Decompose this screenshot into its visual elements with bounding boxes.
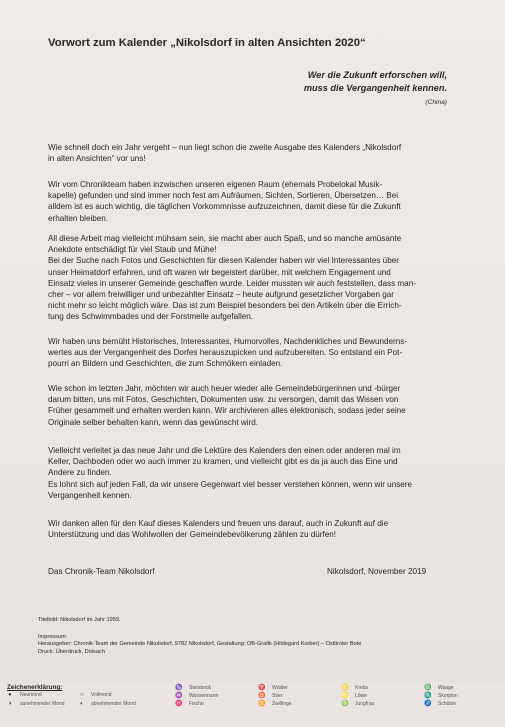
capricorn-icon: ♑ xyxy=(175,685,183,691)
pisces-icon: ♓ xyxy=(175,701,183,707)
legend-capricorn: Steinbock xyxy=(189,685,211,691)
impressum xyxy=(38,634,478,656)
epigraph-quote xyxy=(304,69,447,109)
legend-aquarius: Wassermann xyxy=(189,693,219,699)
legend-pisces: Fische xyxy=(189,701,204,707)
cover-caption: Titelbild: Nikolsdorf im Jahr 1959. xyxy=(38,617,121,623)
sagittarius-icon: ♐ xyxy=(424,701,432,707)
text-line: Wir haben uns bemüht Historisches, Interessantes, Humorvolles, Nachdenkliches und Bewunderns- xyxy=(48,337,408,346)
text-line: All diese Arbeit mag vielleicht mühsam sein, sie macht aber auch Spaß, und so manche amüsante xyxy=(48,234,402,243)
legend-aries: Widder xyxy=(272,685,288,691)
text-line: in alten Ansichten“ vor uns! xyxy=(48,154,146,164)
scorpio-icon: ♏ xyxy=(424,693,432,699)
text-line: erhalten bleiben. xyxy=(48,213,109,223)
waning-moon-icon: ◐ xyxy=(80,701,84,707)
gemini-icon: ♊ xyxy=(258,701,266,707)
full-moon-icon: ○ xyxy=(80,692,84,698)
legend-gemini: Zwillinge xyxy=(272,701,292,707)
waxing-moon-icon: ◑ xyxy=(8,701,12,707)
text-line: Es lohnt sich auf jeden Fall, da wir unsere Gegenwart viel besser verstehen können, wenn wir unsere xyxy=(48,479,413,489)
text-line: Vielleicht verleitet ja das neue Jahr und die Lektüre des Kalenders den einen oder anderen mal im xyxy=(48,446,401,455)
legend-new-moon: Neumond xyxy=(20,692,42,698)
legend-leo: Löwe xyxy=(355,693,367,699)
legend-scorpio: Skorpion xyxy=(438,693,458,699)
paragraph-2 xyxy=(48,179,456,224)
aries-icon: ♈ xyxy=(258,685,266,691)
text-line: Wie schnell doch ein Jahr vergeht – nun liegt schon die zweite Ausgabe des Kalenders „Nikolsdorf xyxy=(48,143,402,152)
text-line: Keller, Dachboden oder wo auch immer zu kramen, und vielleicht gibt es da ja auch das Eine und xyxy=(48,457,398,467)
paragraph-5 xyxy=(48,383,456,428)
text-line: Wie schon im letzten Jahr, möchten wir auch heuer wieder alle Gemeindebürgerinnen und -bürger xyxy=(48,384,401,393)
signature-date: Nikolsdorf, November 2019 xyxy=(327,567,427,576)
leo-icon: ♌ xyxy=(341,693,349,699)
text-line: alldem ist es auch wichtig, die täglichen Vorkommnisse aufzuzeichnen, damit diese für die Zukunft xyxy=(48,202,401,212)
text-line: Andere zu finden. xyxy=(48,468,112,478)
page-title: Vorwort zum Kalender „Nikolsdorf in alten Ansichten 2020“ xyxy=(48,37,366,49)
text-line: Wir vom Chronikteam haben inzwischen unseren eigenen Raum (ehemals Probelokal Musik- xyxy=(48,180,383,189)
legend-cancer: Krebs xyxy=(355,685,369,691)
paragraph-3 xyxy=(48,233,456,323)
legend-waxing-moon: zunehmender Mond xyxy=(20,701,65,707)
signature-team: Das Chronik-Team Nikolsdorf xyxy=(48,567,155,576)
text-line: Originale selber behalten kann, wenn das gewünscht wird. xyxy=(48,417,259,427)
text-line: nicht mehr so leicht möglich wäre. Das ist zum Beispiel besonders bei den Artikeln über die Errich- xyxy=(48,301,402,311)
legend-libra: Waage xyxy=(438,685,454,691)
text-line: unser Heimatdorf erfahren, und oft waren wir begeistert darüber, mit welchem Engagement und xyxy=(48,267,391,277)
paragraph-1 xyxy=(48,142,456,164)
text-line: Unterstützung und das Wohlwollen der Gemeindebevölkerung zählen zu dürfen! xyxy=(48,530,337,540)
paragraph-7 xyxy=(48,518,456,540)
libra-icon: ♎ xyxy=(424,685,432,691)
text-line: Vergangenheit kennen. xyxy=(48,490,132,500)
paragraph-4 xyxy=(48,336,456,370)
text-line: pourri an Bildern und Geschichten, die zum Schmökern einladen. xyxy=(48,359,283,369)
quote-line-1: Wer die Zukunft erforschen will, xyxy=(307,70,447,80)
text-line: Anekdote entschädigt für viel Staub und Mühe! xyxy=(48,245,217,255)
text-line: wertes aus der Vergangenheit des Dorfes herauszupicken und aufzubereiten. So entstand ein Pot- xyxy=(48,348,403,358)
text-line: Bei der Suche nach Fotos und Geschichten für diesen Kalender haben wir viel Interessantes über xyxy=(48,256,399,266)
text-line: Früher gesammelt und erhalten werden kann. Wir archivieren alles elektronisch, sodass jeder seine xyxy=(48,406,406,416)
legend-taurus: Stier xyxy=(272,693,283,699)
symbol-legend xyxy=(0,683,505,727)
legend-title: Zeichenerklärung: xyxy=(7,684,63,691)
legend-waning-moon: abnehmender Mond xyxy=(91,701,136,707)
quote-source: (China) xyxy=(425,99,447,106)
new-moon-icon: ● xyxy=(8,692,12,698)
cancer-icon: ♋ xyxy=(341,685,349,691)
text-line: kapelle) gefunden und sind immer noch fest am Aufräumen, Sichten, Sortieren, Übersetzen… Bei xyxy=(48,191,399,201)
impressum-heading: Impressum: xyxy=(38,634,68,640)
text-line: tung des Schwimmbades und der Forstmeile aufgefallen. xyxy=(48,312,254,322)
virgo-icon: ♍ xyxy=(341,701,349,707)
aquarius-icon: ♒ xyxy=(175,693,183,699)
quote-line-2: muss die Vergangenheit kennen. xyxy=(303,83,447,93)
text-line: Wir danken allen für den Kauf dieses Kalenders und freuen uns darauf, auch in Zukunft auf die xyxy=(48,519,389,528)
legend-sagittarius: Schütze xyxy=(438,701,457,707)
legend-virgo: Jungfrau xyxy=(355,701,375,707)
text-line: cher – vor allem freiwilliger und unbezahlter Einsatz – heute aufgrund gesetzlicher Vorgaben gar xyxy=(48,290,394,300)
taurus-icon: ♉ xyxy=(258,693,266,699)
paragraph-6 xyxy=(48,445,456,501)
impressum-print: Druck: Überdruck, Dölsach xyxy=(38,648,105,655)
legend-full-moon: Vollmond xyxy=(91,692,112,698)
text-line: darum bitten, uns mit Fotos, Geschichten, Dokumenten usw. zu versorgen, damit das Wissen von xyxy=(48,395,399,405)
text-line: Einsatz vieles in unserer Gemeinde geschaffen wurde. Leider mussten wir auch feststellen, dass man- xyxy=(48,278,416,288)
impressum-publisher: Herausgeber: Chronik-Team der Gemeinde Nikolsdorf, 9782 Nikolsdorf, Gestaltung: OB-Grafik (Hildegard Korber) – Osttiroler Bote xyxy=(38,641,362,648)
